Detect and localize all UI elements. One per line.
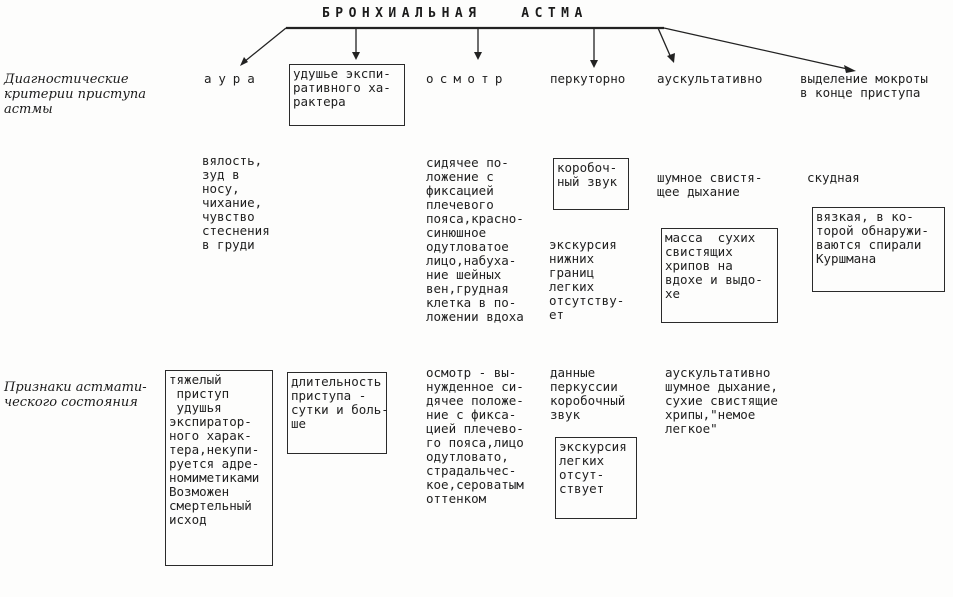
criteria-percussion-box [553,158,629,210]
column-header-percussion: перкуторно [550,71,626,86]
column-header-dyspnea: удушье экспи- ративного ха- рактера [293,66,391,109]
criteria-osmotr-text: сидячее по- ложение с фиксацией плечевого пояса,красно- синюшное одутловатое лицо,набуха- ние шейных вен,грудная клетка в по- ложении вдоха [426,155,524,324]
status-percussion-text: данные перкуссии коробочный звук [550,365,626,422]
section-label-diagnostic: Диагностические критерии приступа астмы [4,72,147,117]
arrow-head-dyspnea [352,52,360,60]
arrow-head-aura [240,57,248,66]
status-duration-text: длительность приступа - сутки и боль- ше [291,374,389,431]
arrow-head-ausk [667,53,675,63]
criteria-sputum-box-text: вязкая, в ко- торой обнаружи- ваются спирали Куршмана [816,209,929,266]
diagram-title: БРОНХИАЛЬНАЯ АСТМА [322,6,588,21]
criteria-auscultation-text: шумное свистя- щее дыхание [657,170,763,199]
criteria-sputum-box [812,207,945,292]
column-header-dyspnea-box [289,64,405,126]
status-duration-box [287,372,387,454]
status-auscultation-text: аускультативно шумное дыхание, сухие свистящие хрипы,"немое легкое" [665,365,778,436]
criteria-auscultation-box [661,228,778,323]
status-severe-attack-text: тяжелый приступ удушья экспиратор- ного харак- тера,некупи- руется адре- номиметиками Возможен смертельный исход [169,372,260,527]
status-severe-attack-box [165,370,273,566]
criteria-auscultation-box-text: масса сухих свистящих хрипов на вдохе и выдо- хе [665,230,763,301]
column-header-aura: аура [204,71,262,86]
criteria-percussion-text: экскурсия нижних границ легких отсутству- ет [549,237,625,322]
column-header-sputum: выделение мокроты в конце приступа [800,71,928,100]
arrow-line-sputum [664,28,852,70]
arrow-line-aura [244,28,286,62]
column-header-auscultation: аускультативно [657,71,763,86]
status-excursion-text: экскурсия легких отсут- ствует [559,439,627,496]
criteria-sputum-text: скудная [807,170,860,185]
status-excursion-box [555,437,637,519]
status-osmotr-text: осмотр - вы- нужденное си- дячее положе- ние с фикса- цией плечево- го пояса,лицо одутловато, страдальчес- кое,сероватым оттенком [426,365,524,506]
section-label-status: Признаки астмати- ческого состояния [4,380,147,410]
criteria-aura-text: вялость, зуд в носу, чихание, чувство стеснения в груди [202,153,270,252]
criteria-percussion-box-text: коробоч- ный звук [557,160,618,189]
arrow-head-perk [590,60,598,68]
column-header-osmotr: осмотр [426,71,509,86]
arrow-head-osmotr [474,52,482,60]
